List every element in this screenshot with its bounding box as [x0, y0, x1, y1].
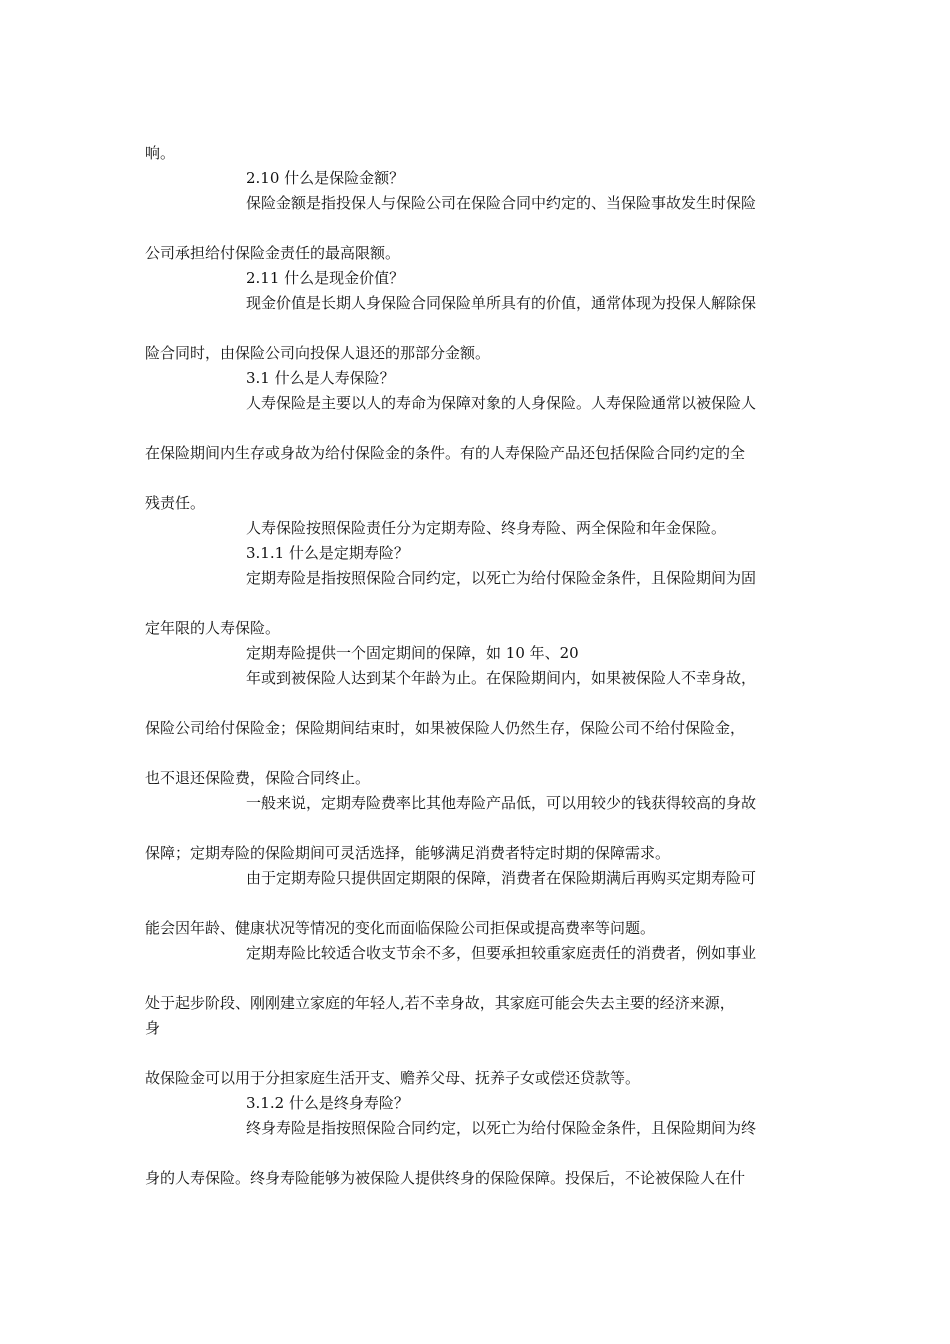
text-line: 响。	[145, 144, 176, 162]
text-line: 由于定期寿险只提供固定期限的保障，消费者在保险期满后再购买定期寿险可	[246, 869, 757, 887]
text-line: 处于起步阶段、刚刚建立家庭的年轻人,若不幸身故，其家庭可能会失去主要的经济来源，	[145, 994, 735, 1012]
text-line: 定期寿险比较适合收支节余不多，但要承担较重家庭责任的消费者，例如事业	[246, 944, 757, 962]
text-line: 在保险期间内生存或身故为给付保险金的条件。有的人寿保险产品还包括保险合同约定的全	[145, 444, 746, 462]
text-line: 定期寿险是指按照保险合同约定，以死亡为给付保险金条件，且保险期间为固	[246, 569, 757, 587]
section-heading: 3.1.2 什么是终身寿险？	[246, 1094, 409, 1112]
section-heading: 2.11 什么是现金价值？	[246, 269, 405, 287]
text-line: 故保险金可以用于分担家庭生活开支、赡养父母、抚养子女或偿还贷款等。	[145, 1069, 641, 1087]
section-heading: 2.10 什么是保险金额？	[246, 169, 405, 187]
text-line: 定年限的人寿保险。	[145, 619, 281, 637]
text-line: 定期寿险提供一个固定期间的保障，如 10 年、20	[246, 644, 579, 662]
text-line: 险合同时，由保险公司向投保人退还的那部分金额。	[145, 344, 491, 362]
text-line: 身的人寿保险。终身寿险能够为被保险人提供终身的保险保障。投保后，不论被保险人在什	[145, 1169, 746, 1187]
section-heading: 3.1 什么是人寿保险？	[246, 369, 395, 387]
text-line: 人寿保险按照保险责任分为定期寿险、终身寿险、两全保险和年金保险。	[246, 519, 727, 537]
text-line: 残责任。	[145, 494, 206, 512]
text-line: 也不退还保险费，保险合同终止。	[145, 769, 371, 787]
text-line: 保险金额是指投保人与保险公司在保险合同中约定的、当保险事故发生时保险	[246, 194, 757, 212]
text-line: 人寿保险是主要以人的寿命为保障对象的人身保险。人寿保险通常以被保险人	[246, 394, 757, 412]
text-line: 公司承担给付保险金责任的最高限额。	[145, 244, 401, 262]
text-line: 现金价值是长期人身保险合同保险单所具有的价值，通常体现为投保人解除保	[246, 294, 757, 312]
section-heading: 3.1.1 什么是定期寿险？	[246, 544, 409, 562]
text-line: 保险公司给付保险金；保险期间结束时，如果被保险人仍然生存，保险公司不给付保险金，	[145, 719, 746, 737]
text-line: 一般来说，定期寿险费率比其他寿险产品低，可以用较少的钱获得较高的身故	[246, 794, 757, 812]
text-line: 能会因年龄、健康状况等情况的变化而面临保险公司拒保或提高费率等问题。	[145, 919, 656, 937]
text-line: 身	[145, 1019, 161, 1037]
text-line: 终身寿险是指按照保险合同约定，以死亡为给付保险金条件，且保险期间为终	[246, 1119, 757, 1137]
text-line: 保障；定期寿险的保险期间可灵活选择，能够满足消费者特定时期的保障需求。	[145, 844, 671, 862]
text-line: 年或到被保险人达到某个年龄为止。在保险期间内，如果被保险人不幸身故，	[246, 669, 757, 687]
